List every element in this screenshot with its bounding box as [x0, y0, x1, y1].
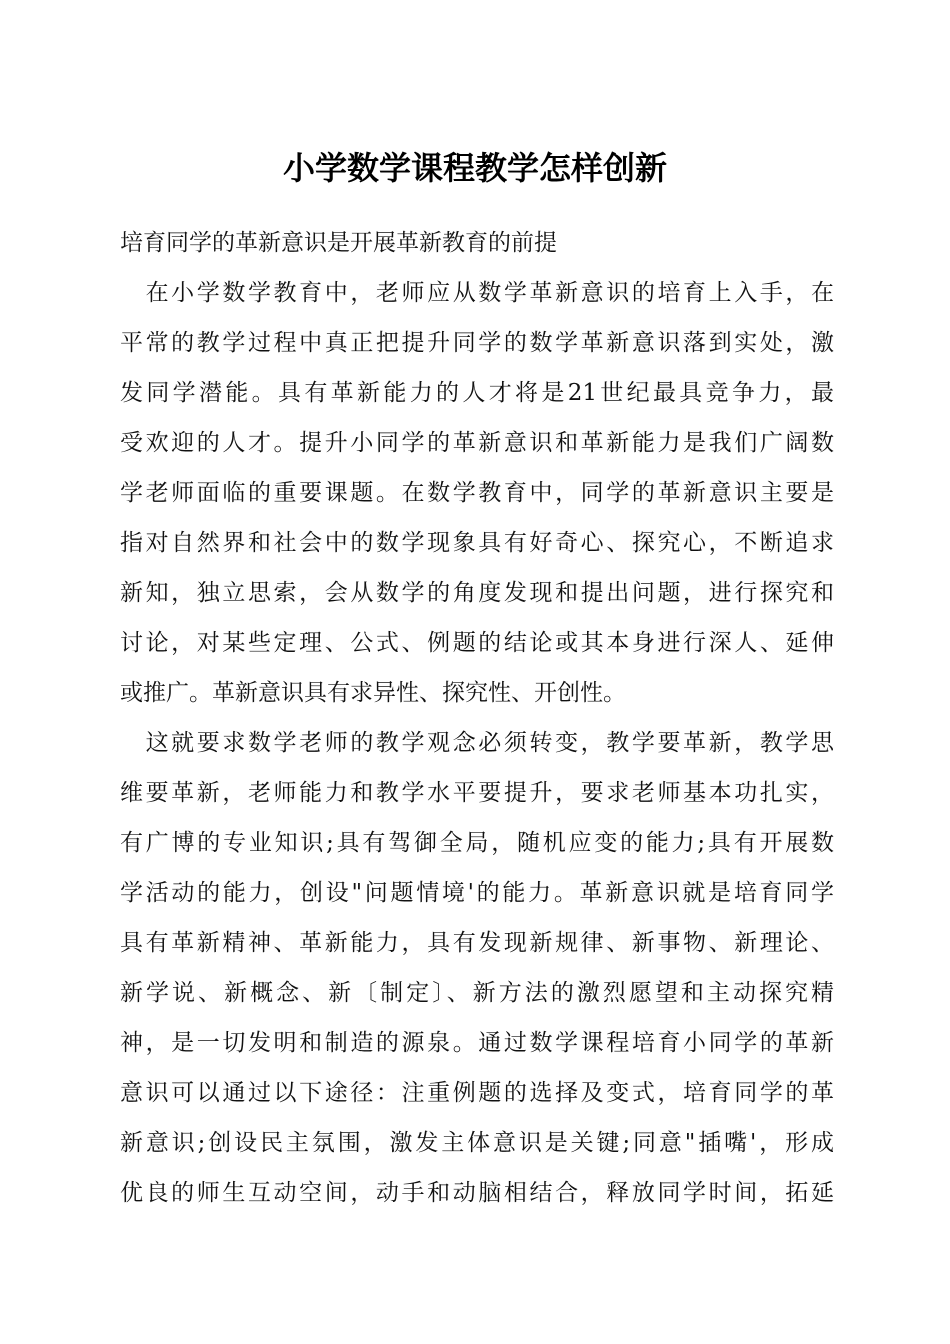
text-line: 优良的师生互动空间，动手和动脑相结合，释放同学时间，拓延	[120, 1180, 834, 1206]
text-line: 这就要求数学老师的教学观念必须转变，教学要革新，教学思	[120, 730, 834, 756]
text-line: 指对自然界和社会中的数学现象具有好奇心、探究心，不断追求	[120, 530, 834, 556]
text-line: 维要革新，老师能力和教学水平要提升，要求老师基本功扎实，	[120, 780, 834, 806]
paragraph-heading: 培育同学的革新意识是开展革新教育的前提	[120, 230, 557, 256]
text-line: 新知，独立思索，会从数学的角度发现和提出问题，进行探究和	[120, 580, 834, 606]
text-line: 新学说、新概念、新〔制定〕、新方法的激烈愿望和主动探究精	[120, 980, 834, 1006]
document-title: 小学数学课程教学怎样创新	[282, 149, 667, 187]
text-line: 平常的教学过程中真正把提升同学的数学革新意识落到实处，激	[120, 330, 834, 356]
text-line: 新意识;创设民主氛围，激发主体意识是关键;同意"插嘴'，形成	[120, 1130, 834, 1156]
text-line: 学活动的能力，创设"问题情境'的能力。革新意识就是培育同学	[120, 880, 834, 906]
text-line: 在小学数学教育中，老师应从数学革新意识的培育上入手，在	[120, 280, 834, 306]
text-line: 有广博的专业知识;具有驾御全局，随机应变的能力;具有开展数	[120, 830, 834, 856]
text-line: 学老师面临的重要课题。在数学教育中，同学的革新意识主要是	[120, 480, 834, 506]
text-line: 意识可以通过以下途径：注重例题的选择及变式，培育同学的革	[120, 1080, 834, 1106]
text-line: 或推广。革新意识具有求异性、探究性、开创性。	[120, 680, 626, 706]
document-body	[120, 218, 834, 1218]
text-line: 发同学潜能。具有革新能力的人才将是21世纪最具竞争力，最	[120, 380, 834, 406]
text-line: 神，是一切发明和制造的源泉。通过数学课程培育小同学的革新	[120, 1030, 834, 1056]
text-line: 具有革新精神、革新能力，具有发现新规律、新事物、新理论、	[120, 930, 834, 956]
text-line: 受欢迎的人才。提升小同学的革新意识和革新能力是我们广阔数	[120, 430, 834, 456]
text-line: 讨论，对某些定理、公式、例题的结论或其本身进行深人、延伸	[120, 630, 834, 656]
